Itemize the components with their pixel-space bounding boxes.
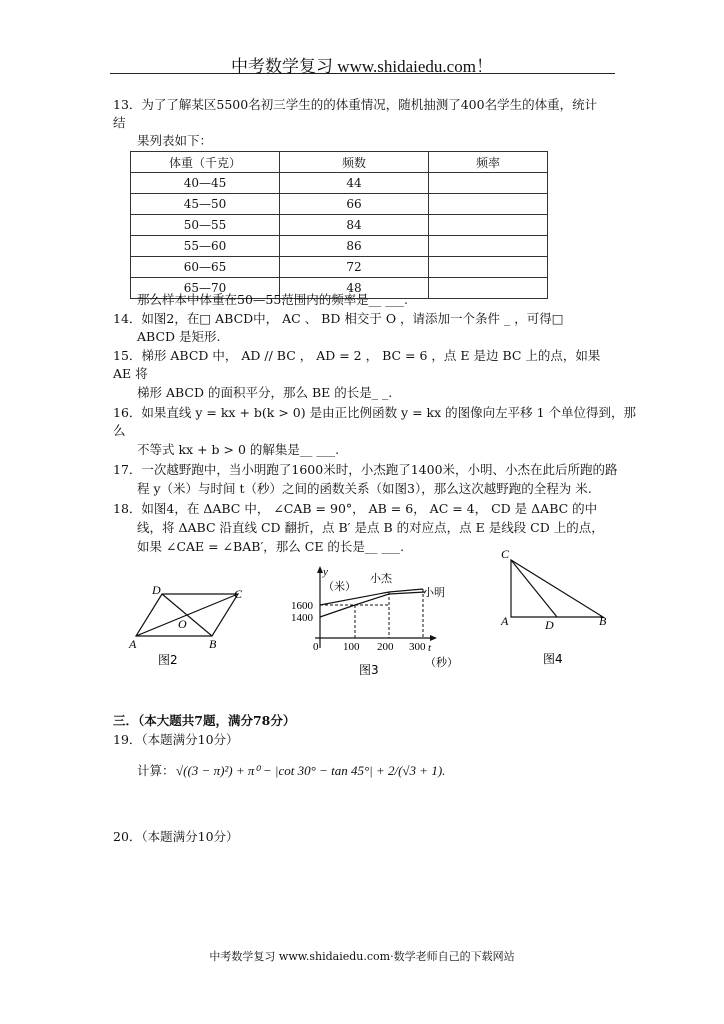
q14-line1: 14．如图2，在□ ABCD中， AC 、 BD 相交于 O ，请添加一个条件 _ ，可得□ bbox=[113, 311, 564, 326]
table-cell: 48 bbox=[280, 278, 429, 299]
header-divider bbox=[110, 73, 615, 74]
q17-line2: 程 y（米）与时间 t（秒）之间的函数关系（如图3），那么这次越野跑的全程为 米. bbox=[137, 481, 592, 496]
table-cell bbox=[429, 215, 548, 236]
table-header-row bbox=[131, 152, 548, 173]
table-cell: 86 bbox=[280, 236, 429, 257]
table-row bbox=[131, 194, 548, 215]
table-row bbox=[131, 257, 548, 278]
q13-line3: 果列表如下： bbox=[137, 133, 213, 148]
median-cd bbox=[511, 560, 557, 617]
vertex-label-b: B bbox=[209, 637, 217, 651]
table-cell: 66 bbox=[280, 194, 429, 215]
y-tick-1600: 1600 bbox=[291, 600, 313, 612]
figure-3-graph bbox=[285, 562, 465, 687]
section-3-title: 三．（本大题共7题，满分78分） bbox=[113, 713, 296, 728]
vertex-label-a: A bbox=[501, 614, 509, 628]
q19-prefix: 计算： bbox=[137, 763, 175, 778]
center-label-o: O bbox=[178, 617, 187, 631]
x-tick-0: 0 bbox=[313, 641, 319, 653]
q15-line1: 15．梯形 ABCD 中， AD // BC ， AD = 2 ， BC = 6 ，点 E 是边 BC 上的点，如果 bbox=[113, 348, 601, 363]
vertex-label-b: B bbox=[599, 614, 607, 628]
y-tick-1400: 1400 bbox=[291, 612, 313, 624]
frequency-table bbox=[130, 151, 548, 299]
q13-line2: 结 bbox=[113, 115, 126, 130]
table-cell: 55—60 bbox=[131, 236, 280, 257]
q16-line1: 16．如果直线 y = kx + b(k > 0) 是由正比例函数 y = kx 的图像向左平移 1 个单位得到，那 bbox=[113, 405, 637, 420]
table-cell bbox=[429, 194, 548, 215]
table-row bbox=[131, 215, 548, 236]
xiaojie-line-3 bbox=[389, 592, 425, 594]
diagonal-bd bbox=[162, 594, 212, 636]
table-cell bbox=[429, 236, 548, 257]
table-header-frequency: 频率 bbox=[429, 152, 548, 173]
xiaojie-line bbox=[320, 605, 355, 617]
table-cell bbox=[429, 173, 548, 194]
t-axis-arrow bbox=[430, 635, 437, 641]
q17-line1: 17．一次越野跑中，当小明跑了1600米时，小杰跑了1400米，小明、小杰在此后所跑的路 bbox=[113, 462, 618, 477]
table-cell bbox=[429, 278, 548, 299]
table-header-weight: 体重（千克） bbox=[131, 152, 280, 173]
point-label-d: D bbox=[545, 618, 554, 632]
series-label-xiaoming: 小明 bbox=[423, 586, 445, 599]
q13-line1: 13．为了了解某区5500名初三学生的的体重情况，随机抽测了400名学生的体重，统计 bbox=[113, 97, 598, 112]
q18-line3: 如果 ∠CAE = ∠BAB′，那么 CE 的长是__ ___. bbox=[137, 539, 405, 554]
series-label-xiaojie: 小杰 bbox=[370, 572, 392, 585]
q20-heading: 20．（本题满分10分） bbox=[113, 829, 239, 844]
table-cell: 60—65 bbox=[131, 257, 280, 278]
triangle-abc bbox=[511, 560, 603, 617]
table-header-count: 频数 bbox=[280, 152, 429, 173]
x-tick-200: 200 bbox=[377, 641, 394, 653]
vertex-label-d: D bbox=[152, 583, 161, 597]
figure-2-parallelogram bbox=[120, 580, 260, 675]
t-axis-unit: （秒） bbox=[425, 656, 458, 669]
q16-line2: 么 bbox=[113, 423, 126, 438]
table-cell: 84 bbox=[280, 215, 429, 236]
q19-heading: 19．（本题满分10分） bbox=[113, 732, 239, 747]
q16-line3: 不等式 kx + b > 0 的解集是__ ___. bbox=[137, 442, 340, 457]
page-header-title: 中考数学复习 www.shidaiedu.com！ bbox=[231, 57, 493, 76]
t-axis-label: t bbox=[428, 642, 432, 654]
table-cell: 44 bbox=[280, 173, 429, 194]
vertex-label-a: A bbox=[129, 637, 137, 651]
table-row bbox=[131, 173, 548, 194]
x-tick-300: 300 bbox=[409, 641, 426, 653]
table-cell: 40—45 bbox=[131, 173, 280, 194]
xiaoming-line-2 bbox=[389, 589, 423, 592]
q19-expression: √((3 − π)²) + π⁰ − |cot 30° − tan 45°| + 2/(√3 + 1). bbox=[176, 763, 446, 778]
page-footer: 中考数学复习 www.shidaiedu.com·数学老师自己的下载网站 bbox=[209, 950, 515, 963]
figure-4-triangle bbox=[495, 545, 615, 670]
table-cell: 72 bbox=[280, 257, 429, 278]
figure-3-caption: 图3 bbox=[359, 663, 379, 677]
q18-line1: 18．如图4，在 ΔABC 中， ∠CAB = 90°， AB = 6， AC = 4， CD 是 ΔABC 的中 bbox=[113, 501, 598, 516]
xiaoming-line bbox=[320, 592, 389, 605]
q14-line2: ABCD 是矩形. bbox=[137, 329, 221, 344]
table-cell: 65—70 bbox=[131, 278, 280, 299]
y-axis-label: y bbox=[323, 566, 328, 578]
table-cell: 50—55 bbox=[131, 215, 280, 236]
table-cell: 45—50 bbox=[131, 194, 280, 215]
q18-line2: 线，将 ΔABC 沿直线 CD 翻折，点 B′ 是点 B 的对应点，点 E 是线段 CD 上的点， bbox=[137, 520, 604, 535]
vertex-label-c: C bbox=[234, 587, 243, 601]
table-row bbox=[131, 236, 548, 257]
figure-4-caption: 图4 bbox=[543, 652, 563, 666]
q13-line4: 那么样本中体重在50—55范围内的频率是__ ___. bbox=[137, 292, 409, 307]
x-tick-100: 100 bbox=[343, 641, 360, 653]
table-cell bbox=[429, 257, 548, 278]
figure-2-caption: 图2 bbox=[158, 653, 178, 667]
vertex-label-c: C bbox=[501, 547, 510, 561]
q15-line3: 梯形 ABCD 的面积平分，那么 BE 的长是_ _. bbox=[137, 385, 393, 400]
q15-line2: AE 将 bbox=[113, 366, 148, 381]
y-axis-unit: （米） bbox=[323, 580, 356, 593]
